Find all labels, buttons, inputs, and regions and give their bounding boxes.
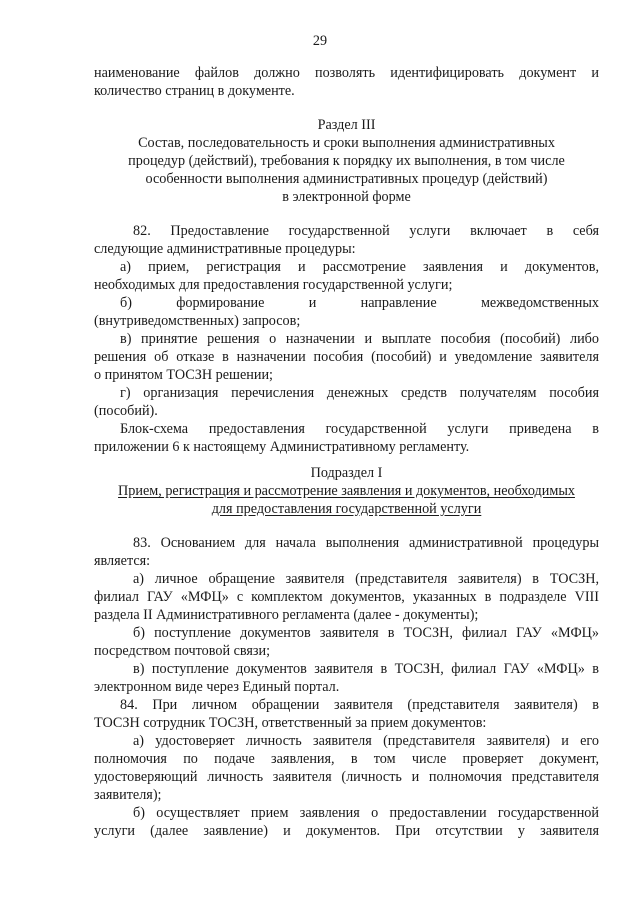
subsection-label: Подраздел I <box>310 465 383 481</box>
paragraph-82-line: о принятом ТОСЗН решении; <box>94 367 273 383</box>
section-heading-line: Состав, последовательность и сроки выполнения административных <box>138 135 555 151</box>
paragraph-82-line: решения об отказе в назначении пособия (пособий) и уведомление заявителя <box>94 349 599 365</box>
body-line: наименование файлов должно позволять идентифицировать документ и <box>94 65 599 81</box>
body-line: количество страниц в документе. <box>94 83 295 99</box>
paragraph-84-line: полномочия по подаче заявления, в том числе проверяет документ, <box>94 751 599 767</box>
paragraph-84-line: б) осуществляет прием заявления о предоставлении государственной <box>133 805 599 821</box>
paragraph-82-line: (внутриведомственных) запросов; <box>94 313 301 329</box>
paragraph-82-line: г) организация перечисления денежных средств получателям пособия <box>120 385 599 401</box>
paragraph-83-line: в) поступление документов заявителя в ТОСЗН, филиал ГАУ «МФЦ» в <box>133 661 599 677</box>
paragraph-83-line: является: <box>94 553 151 569</box>
section-label: Раздел III <box>317 117 376 133</box>
paragraph-82-line: 82. Предоставление государственной услуги включает в себя <box>133 223 599 239</box>
section-heading-line: в электронной форме <box>282 189 411 205</box>
paragraph-84-line: а) удостоверяет личность заявителя (представителя заявителя) и его <box>133 733 599 749</box>
paragraph-82-line: а) прием, регистрация и рассмотрение заявления и документов, <box>120 259 599 275</box>
paragraph-83-line: а) личное обращение заявителя (представителя заявителя) в ТОСЗН, <box>133 571 599 587</box>
paragraph-83-line: посредством почтовой связи; <box>94 643 271 659</box>
subsection-heading-line: Прием, регистрация и рассмотрение заявления и документов, необходимых <box>118 483 575 499</box>
section-heading-line: особенности выполнения административных процедур (действий) <box>145 171 548 187</box>
paragraph-84-line: ТОСЗН сотрудник ТОСЗН, ответственный за прием документов: <box>94 715 487 731</box>
paragraph-82-line: в) принятие решения о назначении и выплате пособия (пособий) либо <box>120 331 599 347</box>
paragraph-82-line: приложении 6 к настоящему Административному регламенту. <box>94 439 470 455</box>
paragraph-84-line: услуги (далее заявление) и документов. При отсутствии у заявителя <box>94 823 599 839</box>
paragraph-84-line: 84. При личном обращении заявителя (представителя заявителя) в <box>120 697 599 713</box>
page-number: 29 <box>312 33 328 49</box>
paragraph-82-line: необходимых для предоставления государственной услуги; <box>94 277 453 293</box>
paragraph-84-line: удостоверяющий личность заявителя (личность и полномочия представителя <box>94 769 599 785</box>
paragraph-82-line: б) формирование и направление межведомственных <box>120 295 599 311</box>
paragraph-83-line: филиал ГАУ «МФЦ» с комплектом документов, указанных в подразделе VIII <box>94 589 599 605</box>
paragraph-83-line: 83. Основанием для начала выполнения административной процедуры <box>133 535 599 551</box>
subsection-heading-line: для предоставления государственной услуги <box>211 501 482 517</box>
paragraph-82-line: (пособий). <box>94 403 158 419</box>
paragraph-84-line: заявителя); <box>94 787 162 803</box>
paragraph-83-line: раздела II Административного регламента (далее - документы); <box>94 607 479 623</box>
paragraph-82-line: следующие административные процедуры: <box>94 241 356 257</box>
paragraph-83-line: электронном виде через Единый портал. <box>94 679 340 695</box>
section-heading-line: процедур (действий), требования к порядку их выполнения, в том числе <box>128 153 565 169</box>
paragraph-83-line: б) поступление документов заявителя в ТОСЗН, филиал ГАУ «МФЦ» <box>133 625 599 641</box>
paragraph-82-line: Блок-схема предоставления государственной услуги приведена в <box>120 421 599 437</box>
